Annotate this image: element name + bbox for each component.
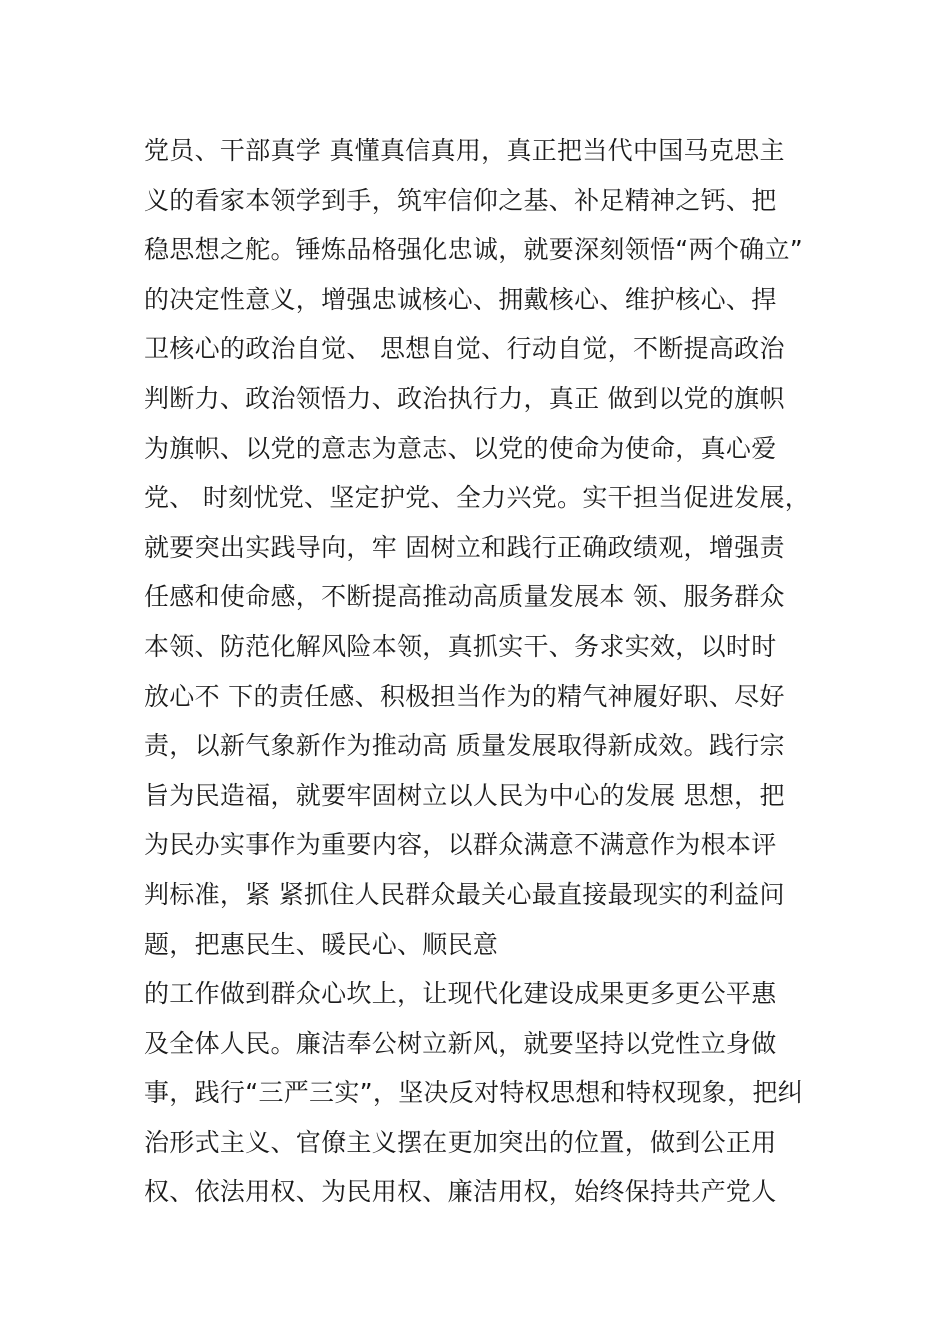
text-line: 及全体人民。廉洁奉公树立新风，就要坚持以党性立身做 — [144, 1028, 777, 1058]
text-line: 放心不 下的责任感、积极担当作为的精气神履好职、尽好 — [144, 681, 785, 711]
text-line: 权、依法用权、为民用权、廉洁用权，始终保持共产党人 — [144, 1177, 777, 1207]
text-line: 党员、干部真学 真懂真信真用，真正把当代中国马克思主 — [144, 136, 785, 165]
text-line: 稳思想之舵。锤炼品格强化忠诚，就要深刻领悟“两个确立” — [144, 235, 804, 265]
text-line: 就要突出实践导向，牢 固树立和践行正确政绩观，增强责 — [144, 532, 785, 562]
text-line: 本领、防范化解风险本领，真抓实干、务求实效，以时时 — [144, 631, 777, 661]
text-line: 党、 时刻忧党、坚定护党、全力兴党。实干担当促进发展， — [144, 483, 811, 513]
text-line: 事，践行“三严三实”，坚决反对特权思想和特权现象，把纠 — [144, 1078, 804, 1108]
text-line: 治形式主义、官僚主义摆在更加突出的位置，做到公正用 — [144, 1127, 777, 1157]
text-line: 责，以新气象新作为推动高 质量发展取得新成效。践行宗 — [144, 731, 785, 761]
text-line: 判标准，紧 紧抓住人民群众最关心最直接最现实的利益问 — [144, 879, 785, 909]
text-line: 为民办实事作为重要内容，以群众满意不满意作为根本评 — [144, 830, 777, 860]
text-line: 为旗帜、以党的意志为意志、以党的使命为使命，真心爱 — [144, 433, 777, 463]
text-line: 的工作做到群众心坎上，让现代化建设成果更多更公平惠 — [144, 979, 777, 1009]
text-line: 题，把惠民生、暖民心、顺民意 — [144, 929, 499, 959]
text-line: 义的看家本领学到手，筑牢信仰之基、补足精神之钙、把 — [144, 185, 777, 215]
body-text — [144, 126, 844, 1217]
text-line: 旨为民造福，就要牢固树立以人民为中心的发展 思想，把 — [144, 780, 785, 810]
text-line: 判断力、政治领悟力、政治执行力，真正 做到以党的旗帜 — [144, 383, 785, 413]
text-line: 任感和使命感，不断提高推动高质量发展本 领、服务群众 — [144, 582, 785, 612]
text-line: 卫核心的政治自觉、 思想自觉、行动自觉，不断提高政治 — [144, 334, 785, 364]
text-line: 的决定性意义，增强忠诚核心、拥戴核心、维护核心、捍 — [144, 284, 777, 314]
